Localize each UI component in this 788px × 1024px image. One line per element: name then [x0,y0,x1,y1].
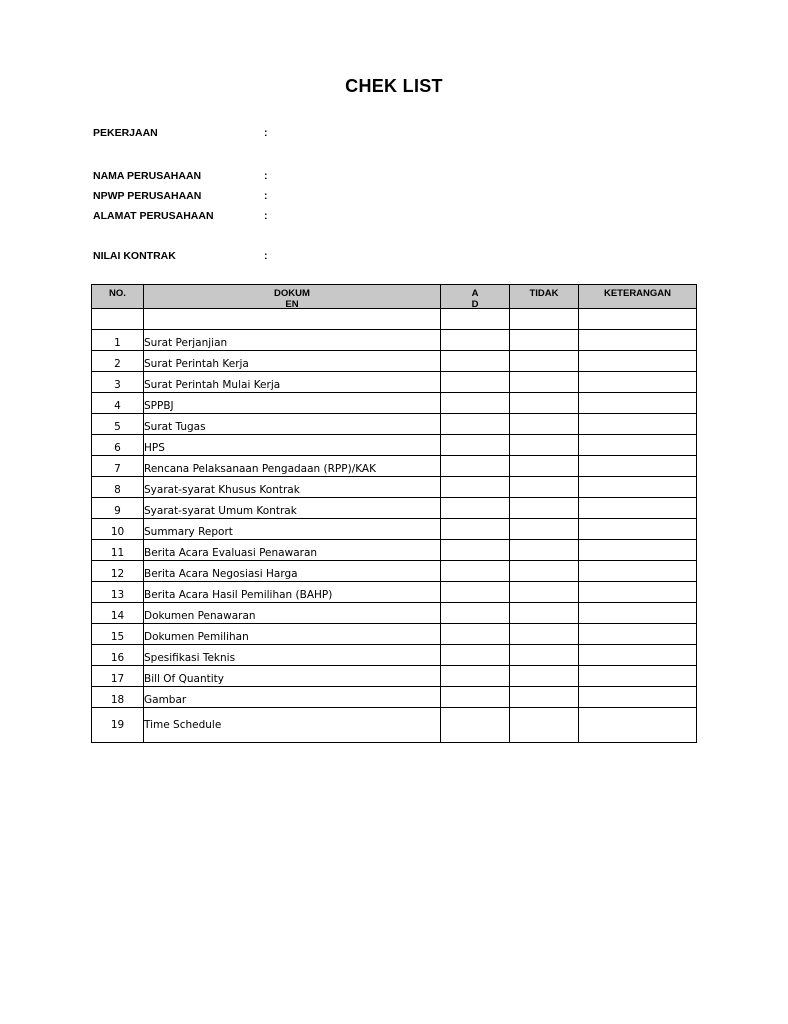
keterangan-cell[interactable] [579,351,697,372]
row-document: Surat Perjanjian [144,330,441,351]
row-document: Surat Tugas [144,414,441,435]
table-row [92,351,697,372]
row-number: 17 [92,666,144,687]
table-row [92,393,697,414]
row-document: Syarat-syarat Umum Kontrak [144,498,441,519]
ada-cell[interactable] [441,666,510,687]
ada-cell[interactable] [441,645,510,666]
field-colon-alamat-perusahaan: : [264,210,268,222]
row-number: 18 [92,687,144,708]
ada-cell[interactable] [441,708,510,743]
row-number: 6 [92,435,144,456]
keterangan-cell[interactable] [579,708,697,743]
field-label-npwp-perusahaan: NPWP PERUSAHAAN [93,190,202,202]
row-number: 19 [92,708,144,743]
tidak-cell[interactable] [510,414,579,435]
tidak-cell[interactable] [510,666,579,687]
keterangan-cell[interactable] [579,624,697,645]
field-colon-npwp-perusahaan: : [264,190,268,202]
header-ada [441,285,510,309]
row-document: Berita Acara Hasil Pemilihan (BAHP) [144,582,441,603]
row-number: 15 [92,624,144,645]
ada-cell[interactable] [441,330,510,351]
row-document: SPPBJ [144,393,441,414]
row-number: 14 [92,603,144,624]
row-document: Bill Of Quantity [144,666,441,687]
table-row [92,435,697,456]
tidak-cell[interactable] [510,603,579,624]
keterangan-cell[interactable] [579,477,697,498]
ada-cell[interactable] [441,624,510,645]
tidak-cell[interactable] [510,624,579,645]
header-dokumen [144,285,441,309]
table-row [92,687,697,708]
row-number: 9 [92,498,144,519]
table-row [92,456,697,477]
row-document: Surat Perintah Kerja [144,351,441,372]
tidak-cell[interactable] [510,372,579,393]
row-number: 13 [92,582,144,603]
header-no: NO. [92,285,144,309]
tidak-cell[interactable] [510,561,579,582]
row-number: 2 [92,351,144,372]
keterangan-cell[interactable] [579,561,697,582]
table-cell[interactable] [441,309,510,330]
row-document: Berita Acara Evaluasi Penawaran [144,540,441,561]
ada-cell[interactable] [441,456,510,477]
table-row [92,414,697,435]
table-row [92,582,697,603]
row-number: 12 [92,561,144,582]
field-colon-pekerjaan: : [264,127,268,139]
header-ada-line2: D [471,299,479,310]
keterangan-cell[interactable] [579,498,697,519]
keterangan-cell[interactable] [579,519,697,540]
row-document: Rencana Pelaksanaan Pengadaan (RPP)/KAK [144,456,441,477]
keterangan-cell[interactable] [579,582,697,603]
tidak-cell[interactable] [510,393,579,414]
keterangan-cell[interactable] [579,435,697,456]
page-title: CHEK LIST [345,76,443,96]
tidak-cell[interactable] [510,582,579,603]
table-row [92,624,697,645]
table-row [92,519,697,540]
ada-cell[interactable] [441,540,510,561]
row-number: 1 [92,330,144,351]
keterangan-cell[interactable] [579,687,697,708]
row-number: 7 [92,456,144,477]
row-number: 16 [92,645,144,666]
table-cell[interactable] [92,309,144,330]
row-document: Spesifikasi Teknis [144,645,441,666]
table-row [92,645,697,666]
tidak-cell[interactable] [510,645,579,666]
keterangan-cell[interactable] [579,456,697,477]
tidak-cell[interactable] [510,519,579,540]
table-row [92,603,697,624]
tidak-cell[interactable] [510,708,579,743]
table-row [92,561,697,582]
table-cell[interactable] [510,309,579,330]
ada-cell[interactable] [441,372,510,393]
row-number: 10 [92,519,144,540]
header-keterangan: KETERANGAN [579,285,697,309]
keterangan-cell[interactable] [579,603,697,624]
row-document: Syarat-syarat Khusus Kontrak [144,477,441,498]
tidak-cell[interactable] [510,456,579,477]
table-row [92,498,697,519]
ada-cell[interactable] [441,561,510,582]
ada-cell[interactable] [441,687,510,708]
row-document: Gambar [144,687,441,708]
tidak-cell[interactable] [510,540,579,561]
ada-cell[interactable] [441,498,510,519]
keterangan-cell[interactable] [579,393,697,414]
row-number: 3 [92,372,144,393]
ada-cell[interactable] [441,603,510,624]
header-dokumen-line1: DOKUM [274,288,310,299]
table-cell[interactable] [144,309,441,330]
field-label-pekerjaan: PEKERJAAN [93,127,158,139]
keterangan-cell[interactable] [579,372,697,393]
tidak-cell[interactable] [510,498,579,519]
row-document: HPS [144,435,441,456]
row-document: Dokumen Penawaran [144,603,441,624]
table-row [92,540,697,561]
table-row [92,477,697,498]
row-document: Summary Report [144,519,441,540]
row-document: Dokumen Pemilihan [144,624,441,645]
table-row [92,666,697,687]
ada-cell[interactable] [441,582,510,603]
keterangan-cell[interactable] [579,645,697,666]
row-number: 8 [92,477,144,498]
keterangan-cell[interactable] [579,330,697,351]
field-label-nama-perusahaan: NAMA PERUSAHAAN [93,170,202,182]
row-number: 11 [92,540,144,561]
row-number: 4 [92,393,144,414]
field-label-alamat-perusahaan: ALAMAT PERUSAHAAN [93,210,214,222]
field-colon-nama-perusahaan: : [264,170,268,182]
tidak-cell[interactable] [510,435,579,456]
table-row [92,372,697,393]
tidak-cell[interactable] [510,330,579,351]
header-dokumen-line2: EN [285,299,299,310]
header-tidak: TIDAK [510,285,579,309]
tidak-cell[interactable] [510,687,579,708]
ada-cell[interactable] [441,351,510,372]
ada-cell[interactable] [441,393,510,414]
header-ada-line1: A [471,288,479,299]
table-row [92,708,697,743]
checklist-table [91,284,697,743]
table-row-blank [92,309,697,330]
tidak-cell[interactable] [510,351,579,372]
row-document: Time Schedule [144,708,441,743]
ada-cell[interactable] [441,435,510,456]
tidak-cell[interactable] [510,477,579,498]
field-colon-nilai-kontrak: : [264,250,268,262]
row-number: 5 [92,414,144,435]
table-cell[interactable] [579,309,697,330]
keterangan-cell[interactable] [579,666,697,687]
ada-cell[interactable] [441,477,510,498]
row-document: Berita Acara Negosiasi Harga [144,561,441,582]
ada-cell[interactable] [441,414,510,435]
field-label-nilai-kontrak: NILAI KONTRAK [93,250,176,262]
keterangan-cell[interactable] [579,540,697,561]
ada-cell[interactable] [441,519,510,540]
table-row [92,330,697,351]
table-header-row [92,285,697,309]
keterangan-cell[interactable] [579,414,697,435]
row-document: Surat Perintah Mulai Kerja [144,372,441,393]
